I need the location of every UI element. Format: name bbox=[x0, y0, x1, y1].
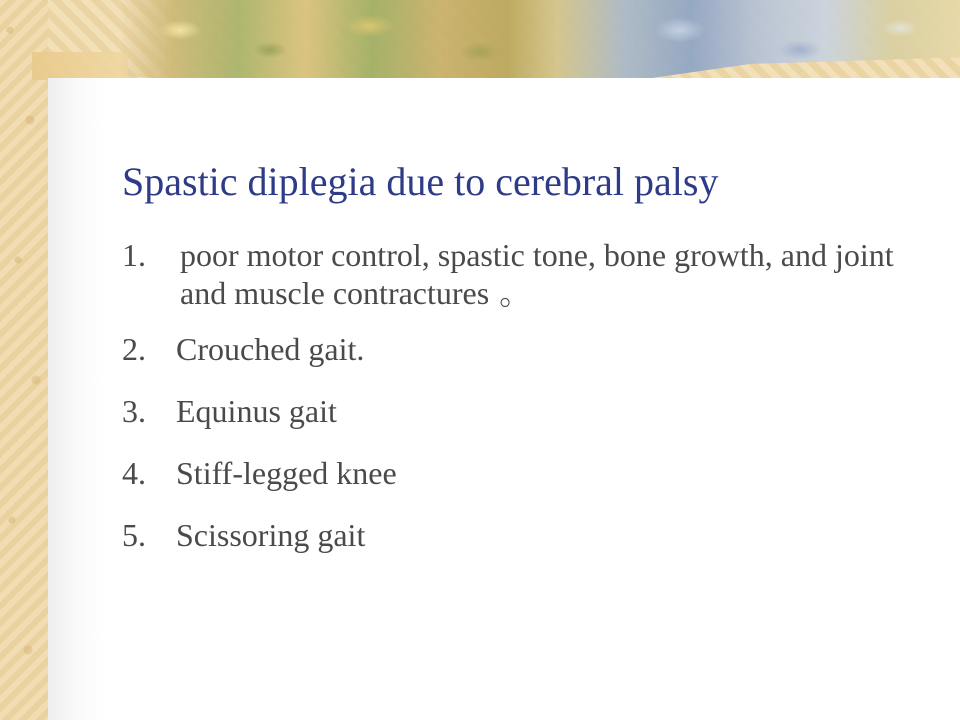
list-item-text: Equinus gait bbox=[176, 393, 337, 429]
list-item bbox=[122, 392, 942, 430]
list-item-text: Scissoring gait bbox=[176, 517, 366, 553]
list-item bbox=[122, 454, 942, 492]
list-item-suffix: 。 bbox=[499, 275, 532, 311]
list-item-number: 3. bbox=[122, 393, 146, 429]
list-item-text: Stiff-legged knee bbox=[176, 455, 397, 491]
list-item-number: 1. bbox=[122, 237, 146, 273]
list-item-text bbox=[180, 236, 942, 312]
list-item-number: 4. bbox=[122, 455, 146, 491]
numbered-list bbox=[122, 236, 942, 578]
slide-title: Spastic diplegia due to cerebral palsy bbox=[122, 159, 719, 204]
list-item bbox=[122, 330, 942, 368]
decorative-tile bbox=[32, 52, 128, 80]
list-item-number: 5. bbox=[122, 517, 146, 553]
left-decorative-border bbox=[0, 0, 48, 720]
list-item-number: 2. bbox=[122, 331, 146, 367]
list-item bbox=[122, 516, 942, 554]
list-item-text: Crouched gait. bbox=[176, 331, 365, 367]
list-item-text-body: poor motor control, spastic tone, bone growth, and joint and muscle contractures bbox=[180, 237, 894, 311]
list-item bbox=[122, 236, 942, 312]
